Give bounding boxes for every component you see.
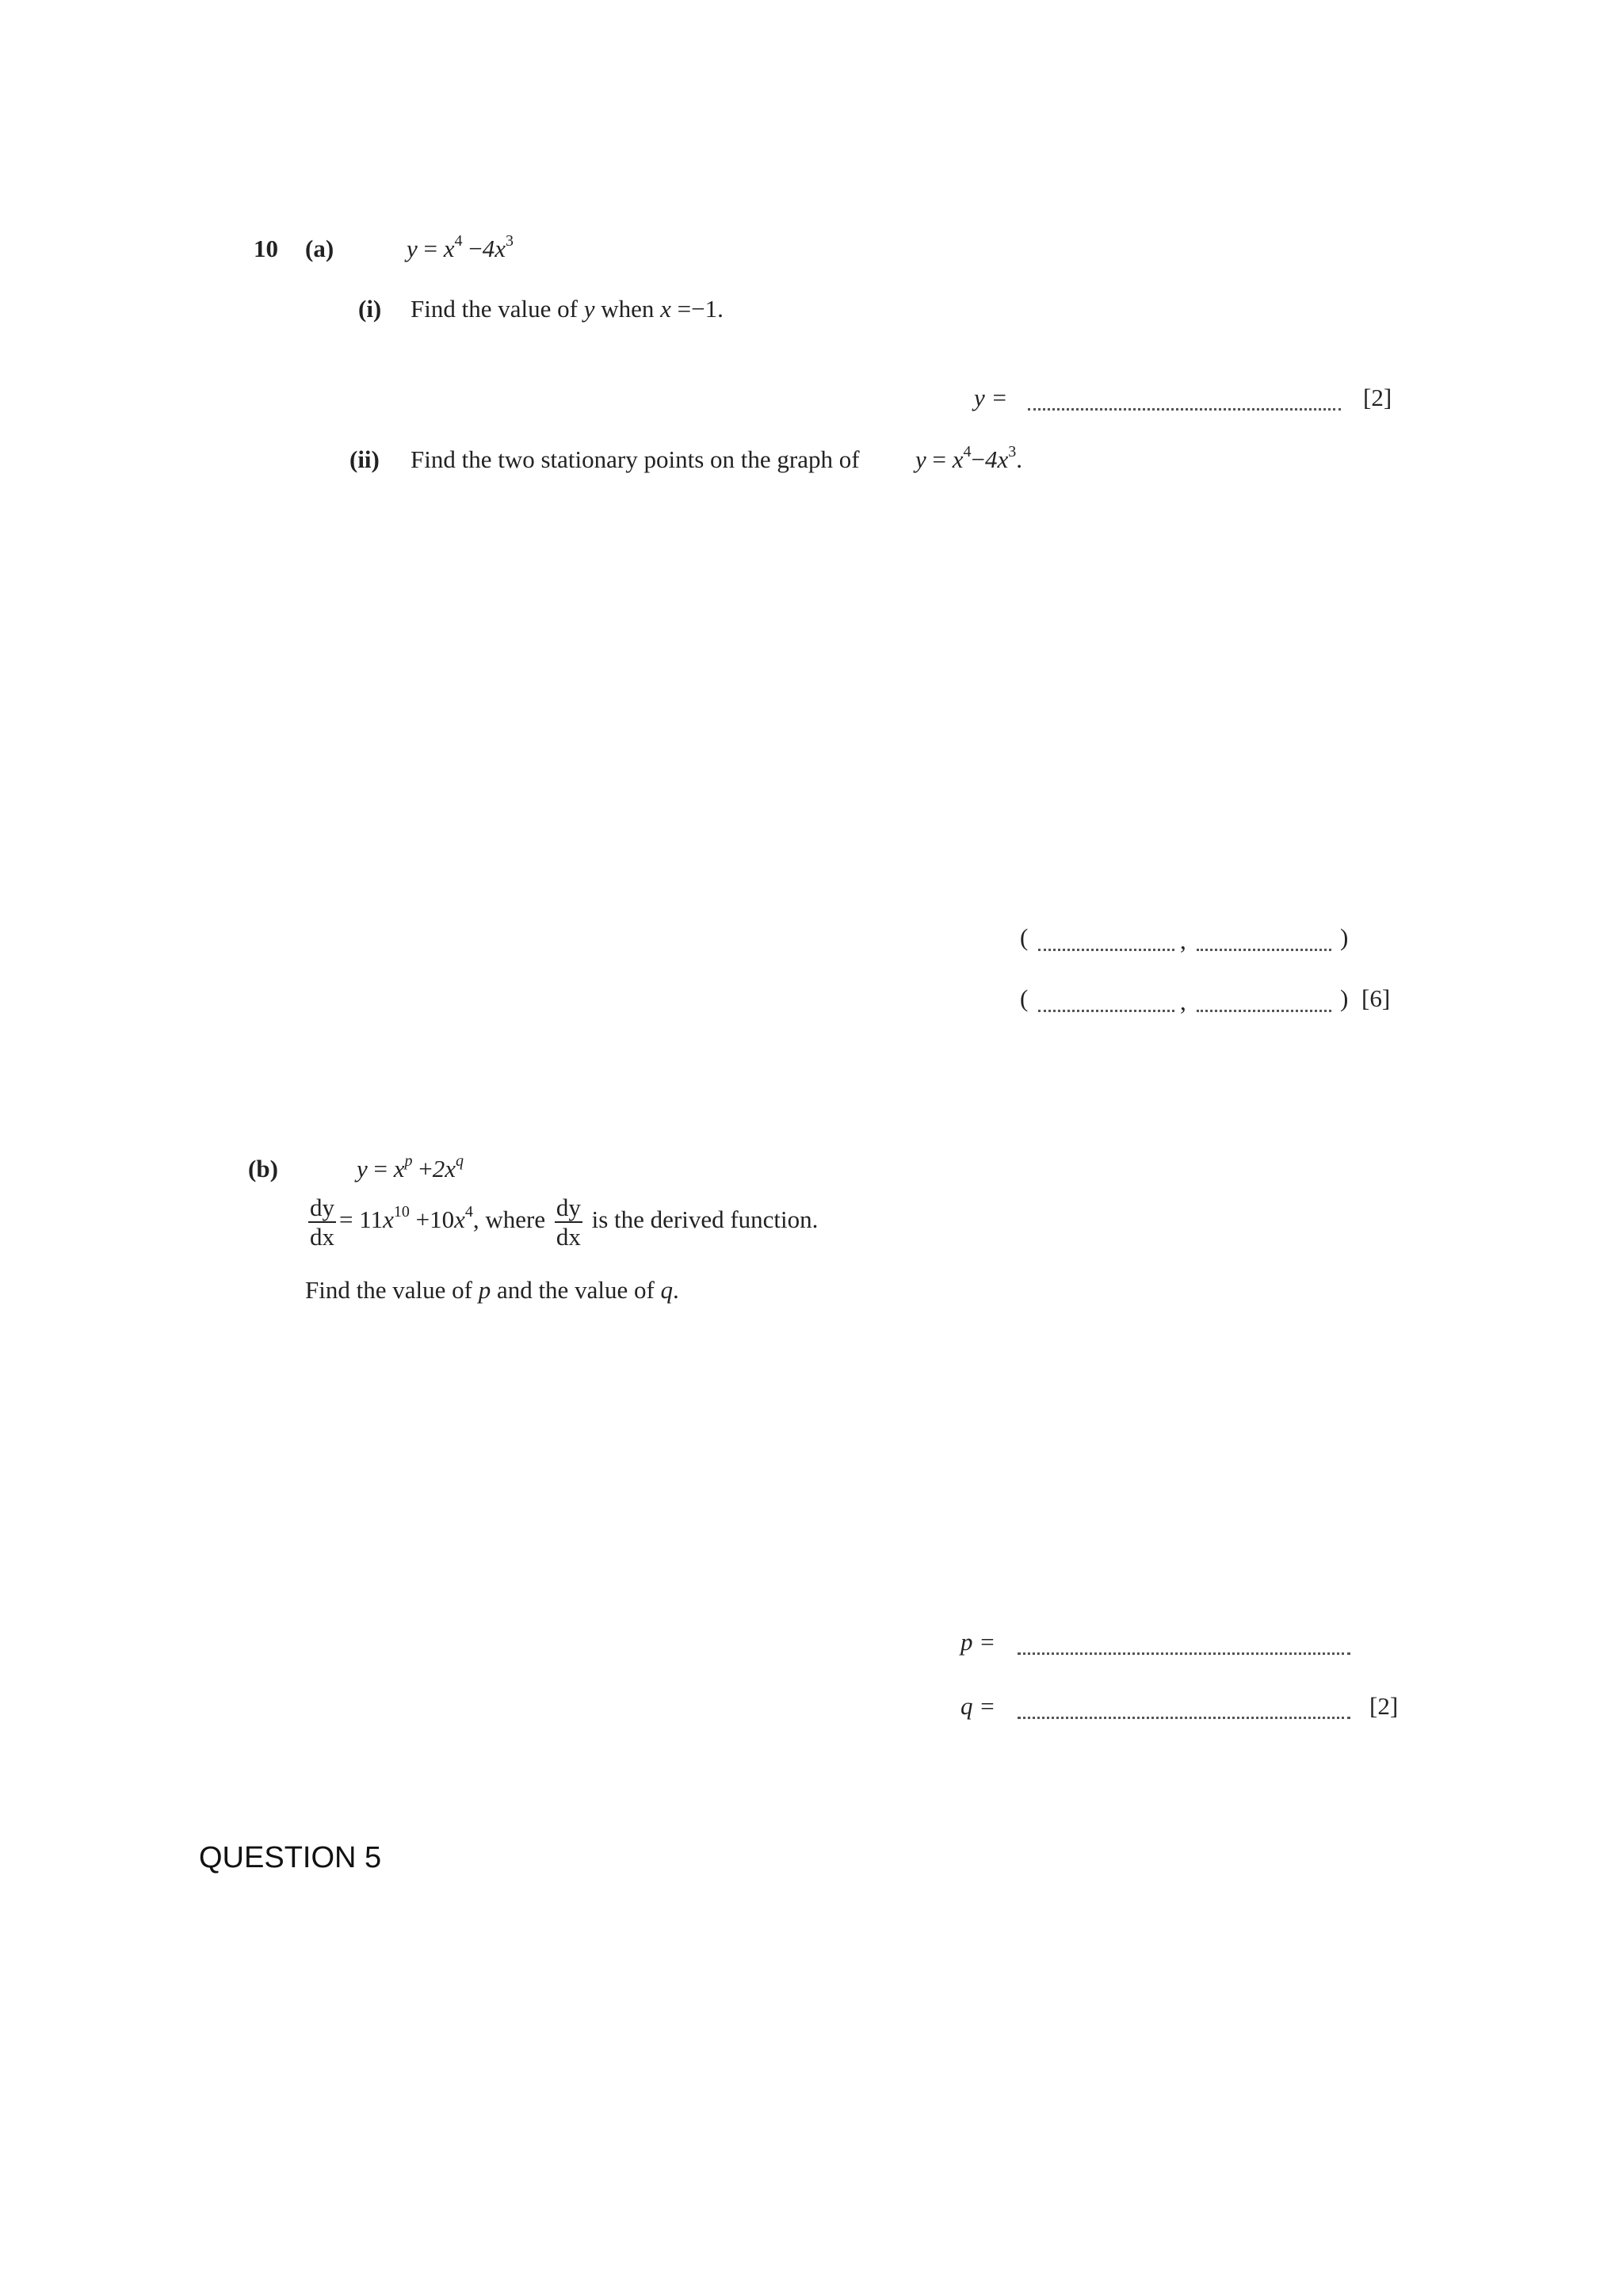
part-a-i-text: Find the value of y when x =−1. (411, 295, 724, 323)
derivative-equation: $\frac{dy}{dx}$ = $11x^{10} +10x^4$, where $\frac{dy}{dx}$ is the derived function. (310, 1194, 819, 1251)
answer-y-line[interactable] (1028, 400, 1341, 415)
answer-p-label: p = (960, 1628, 996, 1656)
part-b-label: (b) (248, 1155, 278, 1182)
answer-q-line[interactable] (1018, 1709, 1350, 1723)
dy-dx-fraction: $\frac{dy}{dx}$ (310, 1194, 334, 1251)
part-a-ii-equation: $y = x^4-4x^3$. (915, 443, 1023, 473)
marks-a-i: [2] (1363, 384, 1392, 411)
dy-dx-fraction-2: $\frac{dy}{dx}$ (556, 1194, 581, 1251)
part-b-equation: $y = x^p +2x^q$ (357, 1152, 464, 1182)
coord-2-y-line[interactable] (1197, 1002, 1331, 1016)
coord-1-y-line[interactable] (1197, 941, 1331, 955)
coord-2-x-line[interactable] (1038, 1002, 1174, 1016)
part-a-i-label: (i) (358, 295, 382, 323)
marks-b: [2] (1369, 1692, 1399, 1720)
part-a-label: (a) (305, 235, 334, 262)
coord-2-close: ) (1340, 984, 1349, 1012)
coord-2-comma: , (1180, 988, 1186, 1015)
answer-p-line[interactable] (1018, 1645, 1350, 1659)
coord-2-open: ( (1020, 984, 1029, 1012)
coord-1-close: ) (1340, 923, 1349, 951)
answer-y-label: y = (974, 384, 1008, 411)
coord-1-comma: , (1180, 926, 1186, 954)
part-a-equation: $y = x^4 -4x^3$ (407, 232, 514, 262)
question-number: 10 (254, 235, 278, 262)
part-b-instruction: Find the value of p and the value of q. (305, 1276, 679, 1304)
marks-a-ii: [6] (1361, 984, 1391, 1012)
question-5-label: QUESTION 5 (199, 1841, 382, 1874)
part-a-ii-text: Find the two stationary points on the graph of (411, 445, 860, 473)
answer-q-label: q = (960, 1692, 996, 1720)
part-a-ii-label: (ii) (349, 445, 380, 473)
coord-1-x-line[interactable] (1038, 941, 1174, 955)
coord-1-open: ( (1020, 923, 1029, 951)
